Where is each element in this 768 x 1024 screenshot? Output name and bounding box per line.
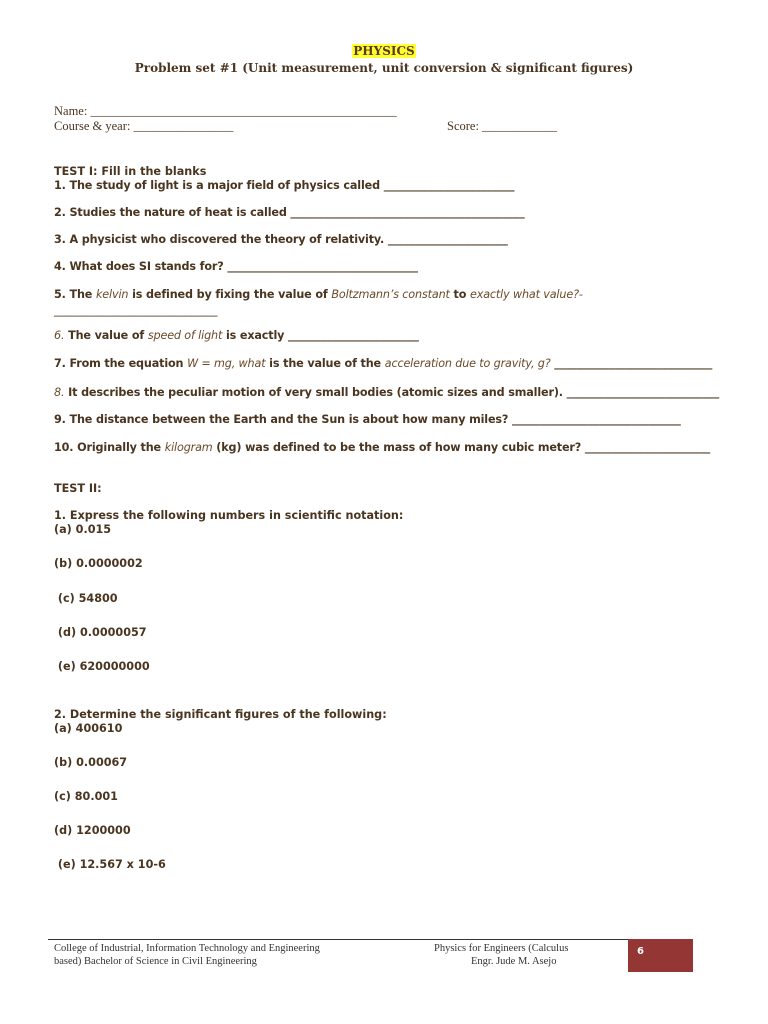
q7-part: 7. From the equation (54, 357, 188, 370)
test1-question-10 (54, 441, 710, 454)
q5-part: to (449, 288, 470, 301)
q8-part: It describes the peculiar motion of very small bodies (atomic sizes and smaller). ____________________________ (64, 386, 720, 399)
test2-q1-item: (e) 620000000 (54, 660, 150, 673)
test2-q2-item: (d) 1200000 (54, 824, 131, 837)
name-field: Name: _________________________________________________ (54, 104, 397, 118)
test2-title: TEST II: (54, 482, 102, 495)
test1-question-9: 9. The distance between the Earth and the Sun is about how many miles? _______________________________ (54, 413, 681, 426)
q10-part: (kg) was defined to be the mass of how many cubic meter? _______________________ (212, 441, 711, 454)
test1-question-5 (54, 288, 583, 301)
score-field: Score: ____________ (447, 119, 558, 133)
test1-question-4: 4. What does SI stands for? ___________________________________ (54, 260, 418, 273)
test2-q1-item: (b) 0.0000002 (54, 557, 143, 570)
q6-speed-of-light: speed of light (147, 329, 223, 342)
test2-q1-item: (c) 54800 (54, 592, 118, 605)
q6-number: 6. (54, 329, 65, 342)
test2-question-1-title: 1. Express the following numbers in scientific notation: (54, 509, 404, 522)
test1-title: TEST I: Fill in the blanks (54, 165, 207, 178)
page-number: 6 (637, 946, 644, 957)
test2-q2-item: (a) 400610 (54, 722, 123, 735)
test2-q2-item: (c) 80.001 (54, 790, 118, 803)
footer-course: Physics for Engineers (Calculus (434, 943, 569, 954)
test1-question-8 (54, 386, 719, 399)
q5-part: is defined by fixing the value of (128, 288, 332, 301)
q5-answer-line: ______________________________ (54, 304, 218, 317)
test2-q2-item: (b) 0.00067 (54, 756, 128, 769)
q10-kilogram: kilogram (164, 441, 213, 454)
q7-part: is the value of the (265, 357, 385, 370)
footer-left (54, 943, 320, 968)
page-subtitle: Problem set #1 (Unit measurement, unit conversion & significant figures) (134, 61, 634, 75)
footer-right (434, 943, 568, 968)
test1-question-1: 1. The study of light is a major field of physics called ________________________ (54, 179, 515, 192)
test2-question-2-title: 2. Determine the significant figures of the following: (54, 708, 387, 721)
course-year-field: Course & year: ________________ (54, 119, 234, 133)
test1-question-2: 2. Studies the nature of heat is called ___________________________________________ (54, 206, 525, 219)
q8-number: 8. (54, 386, 65, 399)
q5-exact-value: exactly what value?- (469, 288, 583, 301)
test2-q1-item: (a) 0.015 (54, 523, 112, 536)
test1-question-3: 3. A physicist who discovered the theory of relativity. ______________________ (54, 233, 508, 246)
page-title (0, 44, 768, 58)
q7-equation: W = mg, what (187, 357, 266, 370)
q6-part: The value of (64, 329, 148, 342)
footer-program: based) Bachelor of Science in Civil Engineering (54, 955, 257, 967)
test1-question-7 (54, 357, 712, 370)
test2-q2-item: (e) 12.567 x 10-6 (54, 858, 166, 871)
test1-question-6 (54, 329, 419, 342)
footer-college: College of Industrial, Information Technology and Engineering (54, 943, 320, 954)
q5-boltzmann: Boltzmann’s constant (331, 288, 450, 301)
footer-rule (48, 939, 628, 940)
q7-gravity: acceleration due to gravity, g? (384, 357, 551, 370)
subject-highlight: PHYSICS (353, 44, 415, 58)
q10-part: 10. Originally the (54, 441, 165, 454)
q5-kelvin: kelvin (95, 288, 129, 301)
q7-part: _____________________________ (550, 357, 713, 370)
footer-instructor: Engr. Jude M. Asejo (471, 955, 557, 967)
q6-part: is exactly ________________________ (222, 329, 419, 342)
q5-part: 5. The (54, 288, 96, 301)
test2-q1-item: (d) 0.0000057 (54, 626, 147, 639)
page-number-box (628, 939, 693, 972)
